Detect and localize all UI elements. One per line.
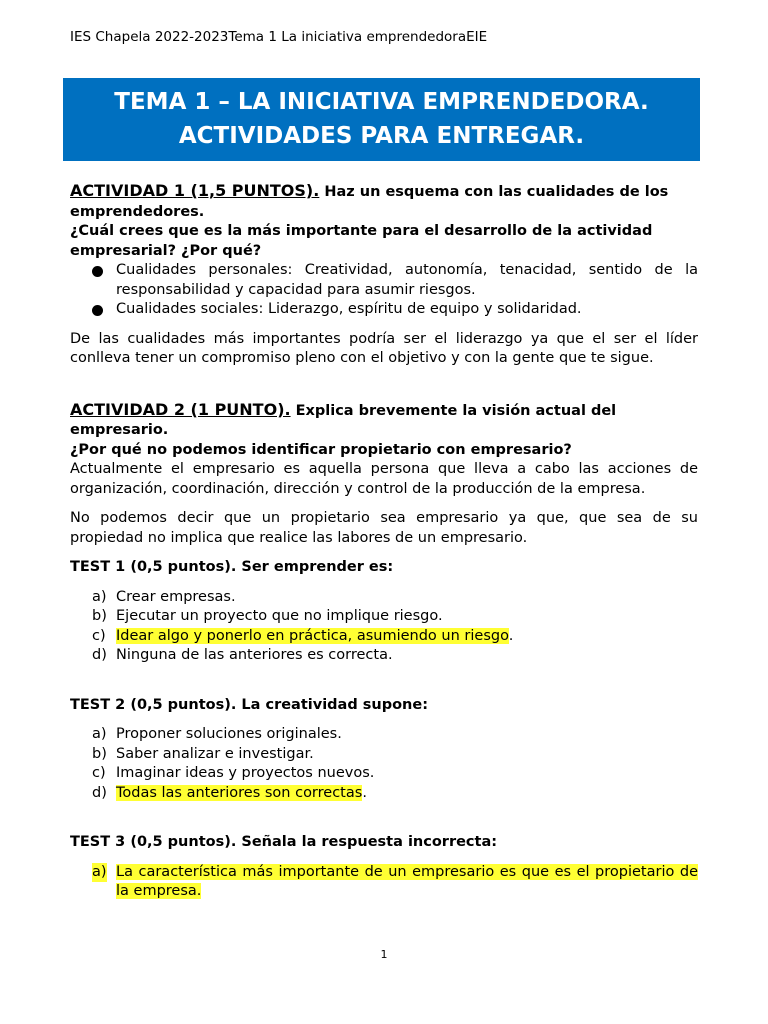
test-3-options [70, 863, 698, 902]
activity-2-heading [70, 400, 698, 441]
bullet-item: Cualidades personales: Creatividad, autonomía, tenacidad, sentido de la responsabilidad y capacidad para asumir riesgos. [70, 261, 698, 300]
activity-1-heading [70, 181, 698, 222]
option-item: a) Proponer soluciones originales. [92, 726, 342, 742]
option-item: b) Saber analizar e investigar. [92, 745, 314, 762]
option-item: d) Ninguna de las anteriores es correcta. [92, 647, 393, 663]
bullet-dot-icon [92, 305, 103, 316]
title-line-1: TEMA 1 – LA INICIATIVA EMPRENDEDORA. [114, 89, 649, 115]
title-banner [63, 78, 700, 161]
activity-2-answer-2: No podemos decir que un propietario sea empresario ya que, que sea de su propiedad no implica que realice las labores de un empresario. [70, 510, 698, 546]
option-item-correct: a) La característica más importante de un empresario es que es el propietario de la empresa. [92, 863, 698, 899]
bullet-dot-icon [92, 266, 103, 277]
highlighted-answer: Idear algo y ponerlo en práctica, asumiendo un riesgo [116, 627, 509, 644]
test-1-title: TEST 1 (0,5 puntos). Ser emprender es: [70, 559, 394, 575]
page-number: 1 [380, 948, 388, 961]
option-item: b) Ejecutar un proyecto que no implique riesgo. [92, 608, 443, 624]
document-body [70, 181, 698, 902]
highlighted-answer: La característica más importante de un empresario es que es el propietario de la empresa. [116, 863, 698, 899]
title-line-2: ACTIVIDADES PARA ENTREGAR. [178, 123, 585, 149]
activity-2-prompt: Explica brevemente la visión actual del empresario. [70, 402, 617, 438]
document-header: IES Chapela 2022-2023Tema 1 La iniciativa emprendedoraEIE [70, 29, 488, 45]
activity-1-prompt: Haz un esquema con las cualidades de los emprendedores. [70, 184, 669, 220]
activity-2-answer-1: Actualmente el empresario es aquella persona que lleva a cabo las acciones de organización, coordinación, dirección y control de la producción de la empresa. [70, 461, 698, 497]
activity-1-bullet-list [70, 261, 698, 320]
test-2-options [70, 725, 698, 803]
activity-1-title: ACTIVIDAD 1 (1,5 PUNTOS). [70, 181, 320, 200]
activity-2-title: ACTIVIDAD 2 (1 PUNTO). [70, 399, 291, 419]
option-item: a) Crear empresas. [92, 588, 236, 605]
test-2-title: TEST 2 (0,5 puntos). La creatividad supone: [70, 696, 429, 713]
activity-1-question: ¿Cuál crees que es la más importante para el desarrollo de la actividad empresarial? ¿Por qué? [70, 223, 653, 259]
option-item: c) Imaginar ideas y proyectos nuevos. [92, 765, 375, 781]
highlighted-answer: Todas las anteriores son correctas [116, 784, 363, 801]
test-3-title: TEST 3 (0,5 puntos). Señala la respuesta incorrecta: [70, 834, 498, 850]
test-1-options [70, 588, 698, 666]
activity-1-answer: De las cualidades más importantes podría ser el liderazgo ya que el ser el líder conlleva tener un compromiso pleno con el objetivo y con la gente que te sigue. [70, 330, 698, 366]
option-item-correct: c) Idear algo y ponerlo en práctica, asumiendo un riesgo. [92, 627, 514, 644]
activity-2-question: ¿Por qué no podemos identificar propietario con empresario? [70, 441, 572, 458]
option-item-correct: d) Todas las anteriores son correctas. [92, 784, 367, 801]
bullet-item: Cualidades sociales: Liderazgo, espíritu de equipo y solidaridad. [70, 300, 698, 320]
